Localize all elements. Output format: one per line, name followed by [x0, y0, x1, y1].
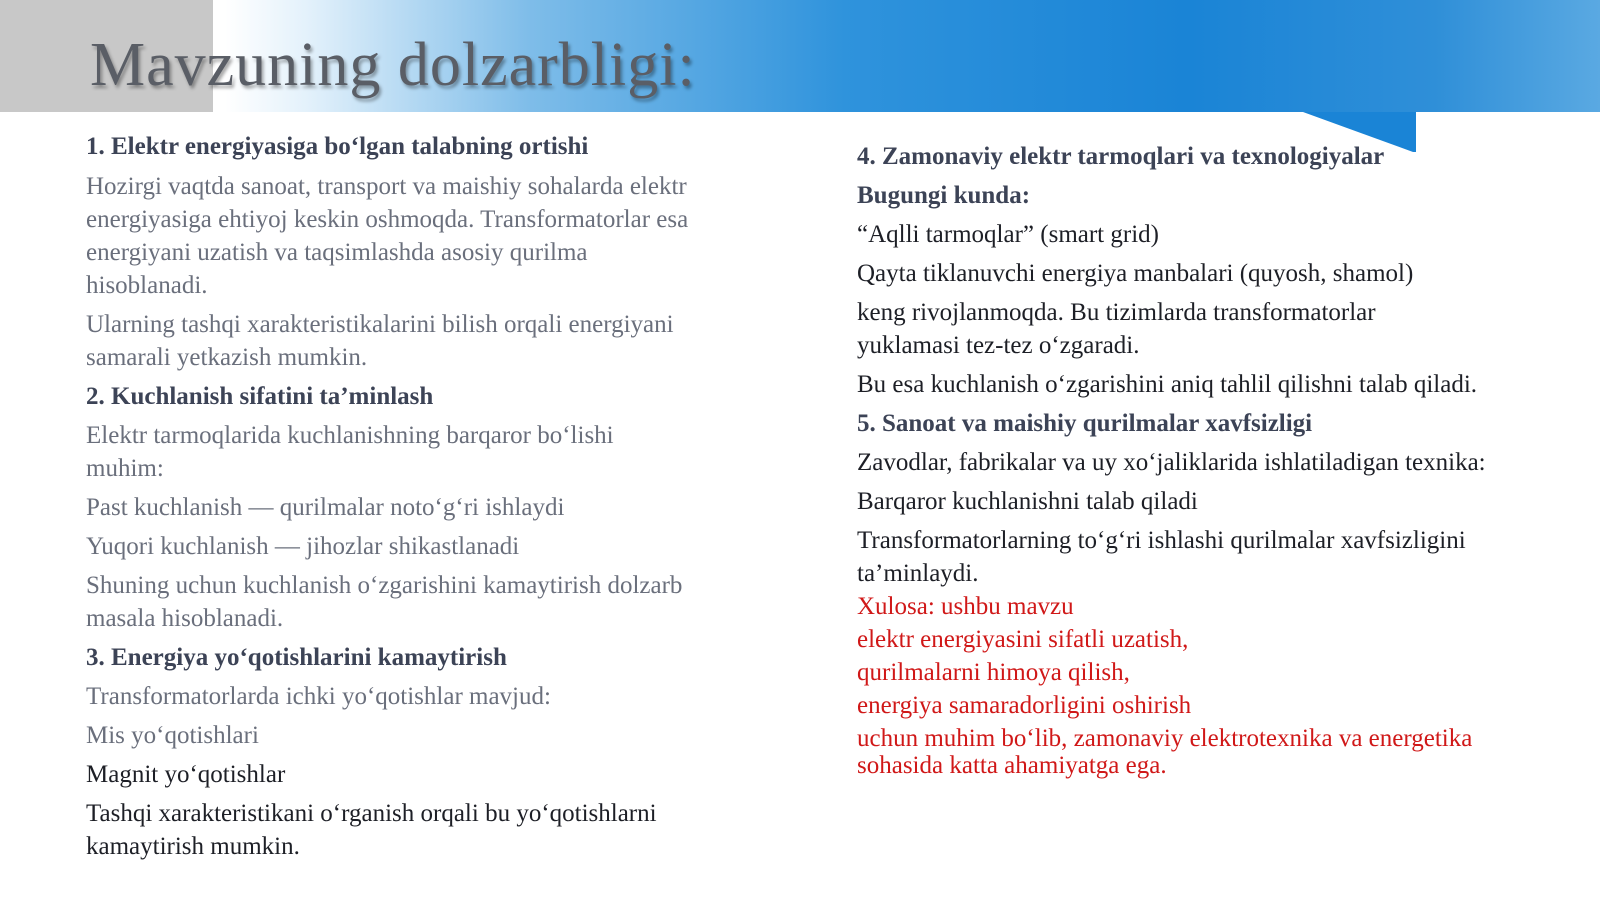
section-3-text: kamaytirish mumkin.	[86, 833, 300, 860]
section-1-text: samarali yetkazish mumkin.	[86, 344, 368, 371]
section-2-text: masala hisoblanadi.	[86, 605, 284, 632]
header-blue-tab-edge	[1413, 112, 1416, 152]
section-3-text: Transformatorlarda ichki yo‘qotishlar mavjud:	[86, 683, 551, 710]
section-3-list-item: Mis yo‘qotishlari	[86, 722, 259, 749]
section-4-heading: 4. Zamonaviy elektr tarmoqlari va texnologiyalar	[857, 143, 1385, 170]
conclusion-text: energiya samaradorligini oshirish	[857, 692, 1192, 719]
section-2-heading: 2. Kuchlanish sifatini ta’minlash	[86, 383, 434, 410]
section-1-text: hisoblanadi.	[86, 272, 208, 299]
section-2-list-item: Yuqori kuchlanish — jihozlar shikastlanadi	[86, 533, 520, 560]
section-4-subheading: Bugungi kunda:	[857, 182, 1031, 209]
conclusion-text: uchun muhim bo‘lib, zamonaviy elektrotexnika va energetika	[857, 725, 1473, 752]
section-1-heading: 1. Elektr energiyasiga bo‘lgan talabning ortishi	[86, 133, 589, 160]
section-2-text: muhim:	[86, 455, 164, 482]
section-5-list-item: Barqaror kuchlanishni talab qiladi	[857, 488, 1198, 515]
section-5-text: Transformatorlarning to‘g‘ri ishlashi qurilmalar xavfsizligini	[857, 527, 1466, 554]
section-2-text: Shuning uchun kuchlanish o‘zgarishini kamaytirish dolzarb	[86, 572, 683, 599]
conclusion-text: qurilmalarni himoya qilish,	[857, 659, 1130, 686]
conclusion-text: sohasida katta ahamiyatga ega.	[857, 752, 1167, 779]
section-5-text: ta’minlaydi.	[857, 560, 979, 587]
section-4-text: yuklamasi tez-tez o‘zgaradi.	[857, 332, 1140, 359]
section-1-text: Ularning tashqi xarakteristikalarini bilish orqali energiyani	[86, 311, 674, 338]
section-1-text: energiyani uzatish va taqsimlashda asosiy qurilma	[86, 239, 588, 266]
section-1-text: energiyasiga ehtiyoj keskin oshmoqda. Transformatorlar esa	[86, 206, 689, 233]
section-3-text: Tashqi xarakteristikani o‘rganish orqali bu yo‘qotishlarni	[86, 800, 657, 827]
section-4-list-item: Qayta tiklanuvchi energiya manbalari (quyosh, shamol)	[857, 260, 1414, 287]
section-4-text: Bu esa kuchlanish o‘zgarishini aniq tahlil qilishni talab qiladi.	[857, 371, 1478, 398]
section-4-text: keng rivojlanmoqda. Bu tizimlarda transformatorlar	[857, 299, 1376, 326]
section-5-heading: 5. Sanoat va maishiy qurilmalar xavfsizligi	[857, 410, 1313, 437]
section-2-text: Elektr tarmoqlarida kuchlanishning barqaror bo‘lishi	[86, 422, 614, 449]
section-1-text: Hozirgi vaqtda sanoat, transport va maishiy sohalarda elektr	[86, 173, 687, 200]
section-3-heading: 3. Energiya yo‘qotishlarini kamaytirish	[86, 644, 507, 671]
slide-title: Mavzuning dolzarbligi:	[90, 31, 696, 99]
conclusion-text: elektr energiyasini sifatli uzatish,	[857, 626, 1189, 653]
conclusion-heading: Xulosa: ushbu mavzu	[857, 593, 1074, 620]
section-2-list-item: Past kuchlanish — qurilmalar noto‘g‘ri ishlaydi	[86, 494, 565, 521]
section-3-list-item: Magnit yo‘qotishlar	[86, 761, 286, 788]
section-4-list-item: “Aqlli tarmoqlar” (smart grid)	[857, 221, 1159, 248]
section-5-text: Zavodlar, fabrikalar va uy xo‘jaliklarida ishlatiladigan texnika:	[857, 449, 1486, 476]
